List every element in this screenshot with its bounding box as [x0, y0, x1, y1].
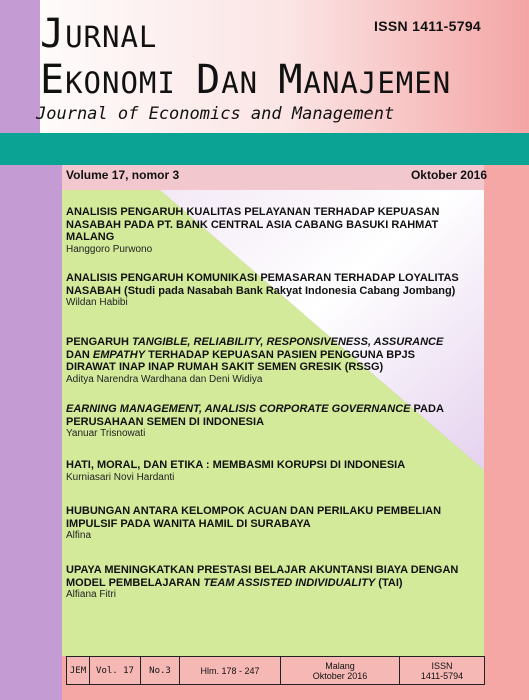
article-title	[66, 564, 466, 589]
article-7	[66, 564, 466, 604]
footer-month: Oktober 2016	[312, 670, 368, 681]
journal-title-line1: JURNAL	[40, 11, 158, 57]
article-6	[66, 505, 466, 545]
article-title: HATI, MORAL, DAN ETIKA : MEMBASMI KORUPSI DI INDONESIA	[66, 459, 406, 471]
footer-city-date	[281, 657, 400, 684]
article-author: Alfina	[66, 530, 92, 541]
footer-issn	[400, 657, 484, 684]
article-title-text: ANALISIS PENGARUH KOMUNIKASI PEMASARAN TERHADAP LOYALITAS NASABAH (Studi pada Nasabah Bank Rakyat Indonesia Cabang Jombang)	[66, 272, 459, 297]
journal-subtitle: Journal of Economics and Management	[36, 104, 395, 124]
article-title	[66, 403, 466, 428]
article-author: Hanggoro Purwono	[66, 243, 153, 255]
title-part: UPAYA MENINGKATKAN PRESTASI BELAJAR AKUNTANSI BIAYA DENGAN MODEL PEMBELAJARAN	[66, 564, 459, 589]
bottom-left-purple	[0, 656, 62, 700]
article-title: ANALISIS PENGARUH KUALITAS PELAYANAN TERHADAP KEPUASAN NASABAH PADA PT. BANK CENTRAL ASIA CABANG BASUKI RAHMAT MALANG	[66, 206, 440, 243]
title-part: PENGARUH	[66, 336, 133, 348]
article-title	[66, 272, 466, 297]
article-2	[66, 272, 466, 324]
footer-city: Malang	[325, 660, 355, 671]
article-author: Alfiana Fitri	[66, 589, 117, 600]
title-part: PADA PERUSAHAAN SEMEN DI INDONESIA	[66, 403, 444, 428]
title-italic: EMPATHY	[92, 348, 146, 361]
article-5	[66, 459, 466, 487]
article-author: Kurniasari Novi Hardanti	[66, 471, 175, 483]
article-4	[66, 403, 466, 443]
footer-volume: Vol. 17	[90, 657, 141, 684]
title-italic: TEAM ASSISTED INDIVIDUALITY	[203, 576, 376, 589]
article-list	[66, 206, 466, 604]
citation-footer	[66, 656, 485, 685]
footer-issn-label: ISSN	[431, 660, 453, 671]
journal-title-line2: EKONOMI DAN MANAJEMEN	[40, 57, 452, 103]
title-part: (TAI)	[375, 576, 403, 589]
article-author: Aditya Narendra Wardhana dan Deni Widiya	[66, 373, 263, 385]
volume-number: Volume 17, nomor 3	[66, 168, 180, 182]
title-part: DAN	[66, 348, 93, 361]
article-title	[66, 336, 466, 374]
footer-jem: JEM	[67, 657, 90, 684]
purple-left-strip	[0, 165, 62, 700]
title-italic: EARNING MANAGEMENT, ANALISIS CORPORATE GOVERNANCE	[66, 403, 411, 415]
footer-number: No.3	[141, 657, 180, 684]
title-part: TERHADAP KEPUASAN PASIEN PENGGUNA BPJS DIRAWAT INAP INAP RUMAH SAKIT SEMEN GRESIK (RSSG)	[66, 348, 415, 373]
teal-band	[0, 133, 529, 165]
issue-date: Oktober 2016	[410, 168, 487, 182]
article-author: Wildan Habibi	[66, 297, 128, 308]
issn-number: ISSN 1411-5794	[374, 18, 481, 34]
article-title: HUBUNGAN ANTARA KELOMPOK ACUAN DAN PERILAKU PEMBELIAN IMPULSIF PADA WANITA HAMIL DI SURABAYA	[66, 505, 442, 530]
footer-pages: Hlm. 178 - 247	[180, 657, 281, 684]
article-1	[66, 206, 466, 259]
article-author: Yanuar Trisnowati	[66, 428, 146, 439]
title-italic: TANGIBLE, RELIABILITY, RESPONSIVENESS, ASSURANCE	[132, 336, 444, 348]
footer-issn-value: 1411-5794	[420, 670, 464, 681]
article-3	[66, 336, 466, 389]
pink-right-strip	[484, 165, 529, 700]
